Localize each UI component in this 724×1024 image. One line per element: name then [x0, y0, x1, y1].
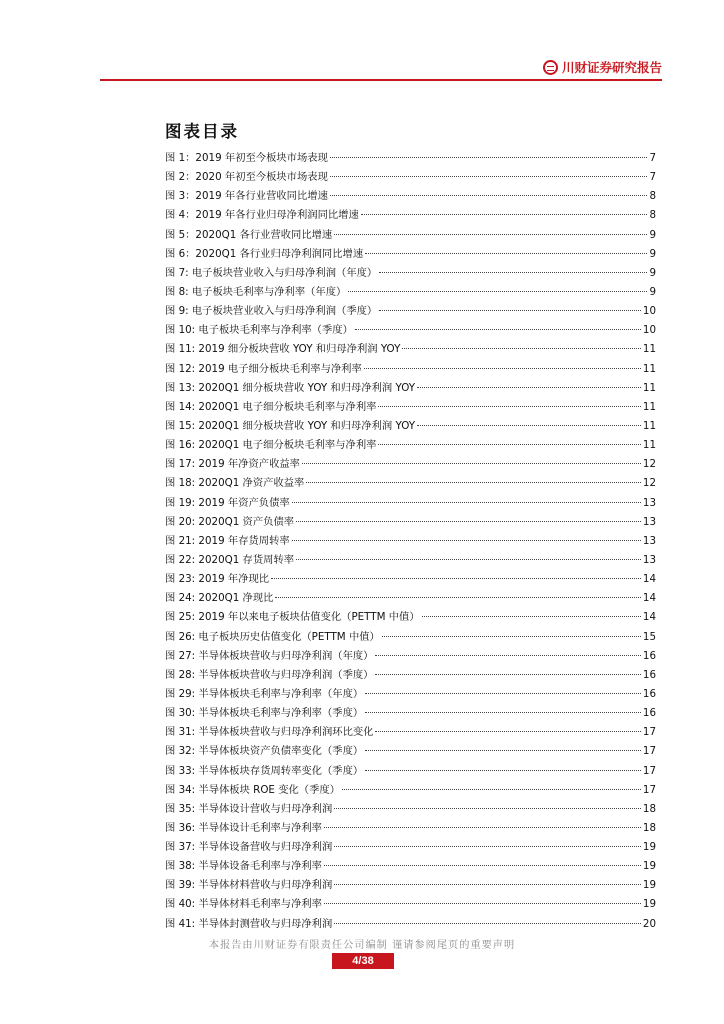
toc-leader-dots	[364, 368, 641, 369]
toc-entry-page: 9	[649, 247, 656, 260]
toc-leader-dots	[302, 463, 641, 464]
toc-entry-label: 图 1：2019 年初至今板块市场表现	[165, 152, 328, 164]
toc-entry[interactable]	[165, 360, 656, 379]
toc-entry-label: 图 31: 半导体板块营收与归母净利润环比变化	[165, 726, 374, 739]
toc-leader-dots	[417, 387, 641, 388]
toc-leader-dots	[334, 884, 641, 885]
toc-leader-dots	[342, 789, 641, 790]
toc-entry-label: 图 38: 半导体设备毛利率与净利率	[165, 860, 322, 873]
toc-entry[interactable]	[165, 206, 656, 225]
toc-entry[interactable]	[165, 513, 656, 532]
toc-entry-page: 19	[642, 879, 656, 892]
toc-leader-dots	[330, 195, 648, 196]
toc-entry[interactable]	[165, 800, 656, 819]
toc-entry-label: 图 36: 半导体设计毛利率与净利率	[165, 821, 322, 834]
toc-entry[interactable]	[165, 149, 656, 168]
toc-leader-dots	[375, 674, 640, 675]
toc-entry[interactable]	[165, 857, 656, 876]
toc-entry-page: 13	[642, 515, 656, 528]
toc-entry-label: 图 18: 2020Q1 净资产收益率	[165, 477, 305, 490]
toc-entry-page: 15	[642, 630, 656, 643]
toc-entry[interactable]	[165, 685, 656, 704]
toc-entry-label: 图 22: 2020Q1 存货周转率	[165, 553, 295, 566]
toc-leader-dots	[378, 406, 640, 407]
toc-entry-label: 图 6：2020Q1 各行业归母净利润同比增速	[165, 247, 364, 260]
toc-leader-dots	[365, 693, 641, 694]
toc-entry-label: 图 3：2019 年各行业营收同比增速	[165, 190, 328, 203]
toc-entry[interactable]	[165, 340, 656, 359]
toc-entry[interactable]	[165, 915, 656, 934]
toc-entry-page: 10	[642, 305, 656, 318]
page-title: 图表目录	[165, 122, 239, 141]
toc-leader-dots	[306, 482, 641, 483]
toc-entry-page: 14	[642, 573, 656, 586]
toc-leader-dots	[292, 540, 641, 541]
toc-entry-page: 10	[642, 324, 656, 337]
toc-leader-dots	[324, 827, 641, 828]
toc-leader-dots	[361, 214, 648, 215]
toc-entry-label: 图 34: 半导体板块 ROE 变化（季度）	[165, 783, 340, 796]
toc-leader-dots	[365, 253, 647, 254]
toc-leader-dots	[402, 348, 641, 349]
toc-entry-label: 图 17: 2019 年净资产收益率	[165, 458, 300, 471]
toc-entry-page: 7	[649, 152, 656, 164]
toc-entry-label: 图 25: 2019 年以来电子板块估值变化（PETTM 中值）	[165, 611, 420, 624]
toc-entry-page: 17	[642, 764, 656, 777]
toc-leader-dots	[330, 157, 648, 158]
toc-entry[interactable]	[165, 570, 656, 589]
toc-entry-page: 19	[642, 860, 656, 873]
toc-entry-label: 图 16: 2020Q1 电子细分板块毛利率与净利率	[165, 439, 377, 452]
toc-entry-label: 图 24: 2020Q1 净现比	[165, 592, 274, 605]
toc-entry-page: 11	[642, 439, 656, 452]
toc-leader-dots	[324, 865, 641, 866]
toc-entry[interactable]	[165, 876, 656, 895]
toc-entry[interactable]	[165, 647, 656, 666]
toc-entry[interactable]	[165, 666, 656, 685]
toc-entry[interactable]	[165, 838, 656, 857]
toc-entry[interactable]	[165, 417, 656, 436]
toc-entry-page: 17	[642, 745, 656, 758]
toc-entry-page: 11	[642, 400, 656, 413]
toc-entry-label: 图 26: 电子板块历史估值变化（PETTM 中值）	[165, 630, 380, 643]
toc-entry-page: 13	[642, 496, 656, 509]
toc-leader-dots	[382, 636, 641, 637]
toc-entry[interactable]	[165, 398, 656, 417]
toc-entry-label: 图 33: 半导体板块存货周转率变化（季度）	[165, 764, 364, 777]
toc-entry[interactable]	[165, 283, 656, 302]
toc-entry-page: 11	[642, 362, 656, 375]
toc-entry[interactable]	[165, 302, 656, 321]
toc-entry-label: 图 9: 电子板块营业收入与归母净利润（季度）	[165, 305, 378, 318]
toc-entry-label: 图 14: 2020Q1 电子细分板块毛利率与净利率	[165, 400, 377, 413]
toc-entry-label: 图 8: 电子板块毛利率与净利率（年度）	[165, 285, 347, 298]
toc-entry-page: 16	[642, 707, 656, 720]
toc-entry-label: 图 10: 电子板块毛利率与净利率（季度）	[165, 324, 353, 337]
toc-entry-label: 图 11: 2019 细分板块营收 YOY 和归母净利润 YOY	[165, 343, 401, 356]
toc-leader-dots	[365, 770, 641, 771]
toc-entry-page: 9	[649, 266, 656, 279]
toc-leader-dots	[417, 425, 641, 426]
toc-entry[interactable]	[165, 723, 656, 742]
toc-entry[interactable]	[165, 742, 656, 761]
toc-entry-page: 8	[649, 190, 656, 203]
toc-entry[interactable]	[165, 608, 656, 627]
toc-entry-page: 16	[642, 687, 656, 700]
toc-leader-dots	[379, 272, 647, 273]
toc-leader-dots	[334, 846, 641, 847]
toc-entry-label: 图 32: 半导体板块资产负债率变化（季度）	[165, 745, 364, 758]
toc-entry-page: 18	[642, 802, 656, 815]
toc-entry-label: 图 15: 2020Q1 细分板块营收 YOY 和归母净利润 YOY	[165, 419, 416, 432]
toc-leader-dots	[365, 712, 641, 713]
toc-entry-page: 17	[642, 783, 656, 796]
toc-leader-dots	[275, 597, 640, 598]
toc-entry[interactable]	[165, 781, 656, 800]
toc-entry[interactable]	[165, 245, 656, 264]
toc-entry-label: 图 28: 半导体板块营收与归母净利润（季度）	[165, 668, 374, 681]
toc-entry-label: 图 29: 半导体板块毛利率与净利率（年度）	[165, 687, 364, 700]
toc-entry-page: 12	[642, 458, 656, 471]
toc-entry-label: 图 27: 半导体板块营收与归母净利润（年度）	[165, 649, 374, 662]
toc-entry-label: 图 30: 半导体板块毛利率与净利率（季度）	[165, 707, 364, 720]
toc-entry-page: 7	[649, 171, 656, 184]
toc-entry[interactable]	[165, 474, 656, 493]
toc-leader-dots	[378, 444, 640, 445]
toc-entry[interactable]	[165, 379, 656, 398]
toc-entry[interactable]	[165, 762, 656, 781]
toc-entry[interactable]	[165, 455, 656, 474]
toc-entry[interactable]	[165, 532, 656, 551]
toc-entry-label: 图 23: 2019 年净现比	[165, 573, 270, 586]
toc-entry-label: 图 20: 2020Q1 资产负债率	[165, 515, 295, 528]
brand-name: 川财证券研究报告	[561, 60, 662, 75]
toc-entry-label: 图 5：2020Q1 各行业营收同比增速	[165, 228, 333, 241]
toc-entry[interactable]	[165, 436, 656, 455]
toc-entry[interactable]	[165, 168, 656, 187]
toc-entry-page: 16	[642, 649, 656, 662]
toc-leader-dots	[292, 502, 641, 503]
toc-entry-page: 17	[642, 726, 656, 739]
header-rule	[100, 79, 662, 81]
toc-entry-label: 图 13: 2020Q1 细分板块营收 YOY 和归母净利润 YOY	[165, 381, 416, 394]
toc-entry[interactable]	[165, 819, 656, 838]
toc-entry-page: 18	[642, 821, 656, 834]
page-header	[100, 55, 662, 81]
brand-logo-icon	[543, 60, 558, 75]
toc-leader-dots	[355, 329, 641, 330]
toc-entry-page: 13	[642, 534, 656, 547]
toc-entry[interactable]	[165, 551, 656, 570]
toc-leader-dots	[365, 750, 641, 751]
toc-leader-dots	[375, 655, 640, 656]
toc-entry-page: 9	[649, 228, 656, 241]
footer-disclaimer: 本报告由川财证券有限责任公司编制 谨请参阅尾页的重要声明	[208, 940, 516, 951]
toc-entry-page: 9	[649, 285, 656, 298]
toc-entry-label: 图 19: 2019 年资产负债率	[165, 496, 290, 509]
toc-leader-dots	[348, 291, 647, 292]
toc-entry-page: 14	[642, 592, 656, 605]
toc-leader-dots	[334, 808, 641, 809]
toc-leader-dots	[296, 559, 641, 560]
toc-entry[interactable]	[165, 895, 656, 914]
toc-entry-page: 19	[642, 898, 656, 911]
toc-entry[interactable]	[165, 264, 656, 283]
toc-entry-page: 11	[642, 419, 656, 432]
toc-entry-page: 19	[642, 841, 656, 854]
toc-entry[interactable]	[165, 226, 656, 245]
toc-entry-page: 13	[642, 553, 656, 566]
toc-entry-label: 图 4：2019 年各行业归母净利润同比增速	[165, 209, 359, 222]
toc-entry-label: 图 12: 2019 电子细分板块毛利率与净利率	[165, 362, 362, 375]
table-of-figures	[165, 149, 656, 934]
toc-leader-dots	[271, 578, 641, 579]
toc-entry-page: 8	[649, 209, 656, 222]
toc-entry[interactable]	[165, 494, 656, 513]
toc-leader-dots	[379, 310, 641, 311]
toc-entry[interactable]	[165, 589, 656, 608]
toc-entry-page: 14	[642, 611, 656, 624]
toc-entry[interactable]	[165, 704, 656, 723]
toc-entry-label: 图 41: 半导体封测营收与归母净利润	[165, 917, 333, 930]
page-number: 4/38	[332, 953, 394, 969]
toc-entry[interactable]	[165, 187, 656, 206]
toc-entry-page: 20	[642, 917, 656, 930]
toc-entry-page: 12	[642, 477, 656, 490]
toc-entry-label: 图 7: 电子板块营业收入与归母净利润（年度）	[165, 266, 378, 279]
toc-leader-dots	[334, 923, 641, 924]
toc-entry-label: 图 35: 半导体设计营收与归母净利润	[165, 802, 333, 815]
toc-leader-dots	[422, 616, 641, 617]
toc-entry-page: 11	[642, 343, 656, 356]
toc-leader-dots	[330, 176, 648, 177]
toc-entry-label: 图 39: 半导体材料营收与归母净利润	[165, 879, 333, 892]
toc-entry-page: 16	[642, 668, 656, 681]
toc-leader-dots	[324, 903, 641, 904]
toc-entry-label: 图 40: 半导体材料毛利率与净利率	[165, 898, 322, 911]
toc-leader-dots	[375, 731, 640, 732]
toc-entry-label: 图 2：2020 年初至今板块市场表现	[165, 171, 328, 184]
toc-leader-dots	[334, 234, 647, 235]
toc-leader-dots	[296, 521, 641, 522]
toc-entry-label: 图 21: 2019 年存货周转率	[165, 534, 290, 547]
toc-entry-page: 11	[642, 381, 656, 394]
toc-entry[interactable]	[165, 628, 656, 647]
brand	[543, 58, 662, 76]
toc-entry-label: 图 37: 半导体设备营收与归母净利润	[165, 841, 333, 854]
toc-entry[interactable]	[165, 321, 656, 340]
